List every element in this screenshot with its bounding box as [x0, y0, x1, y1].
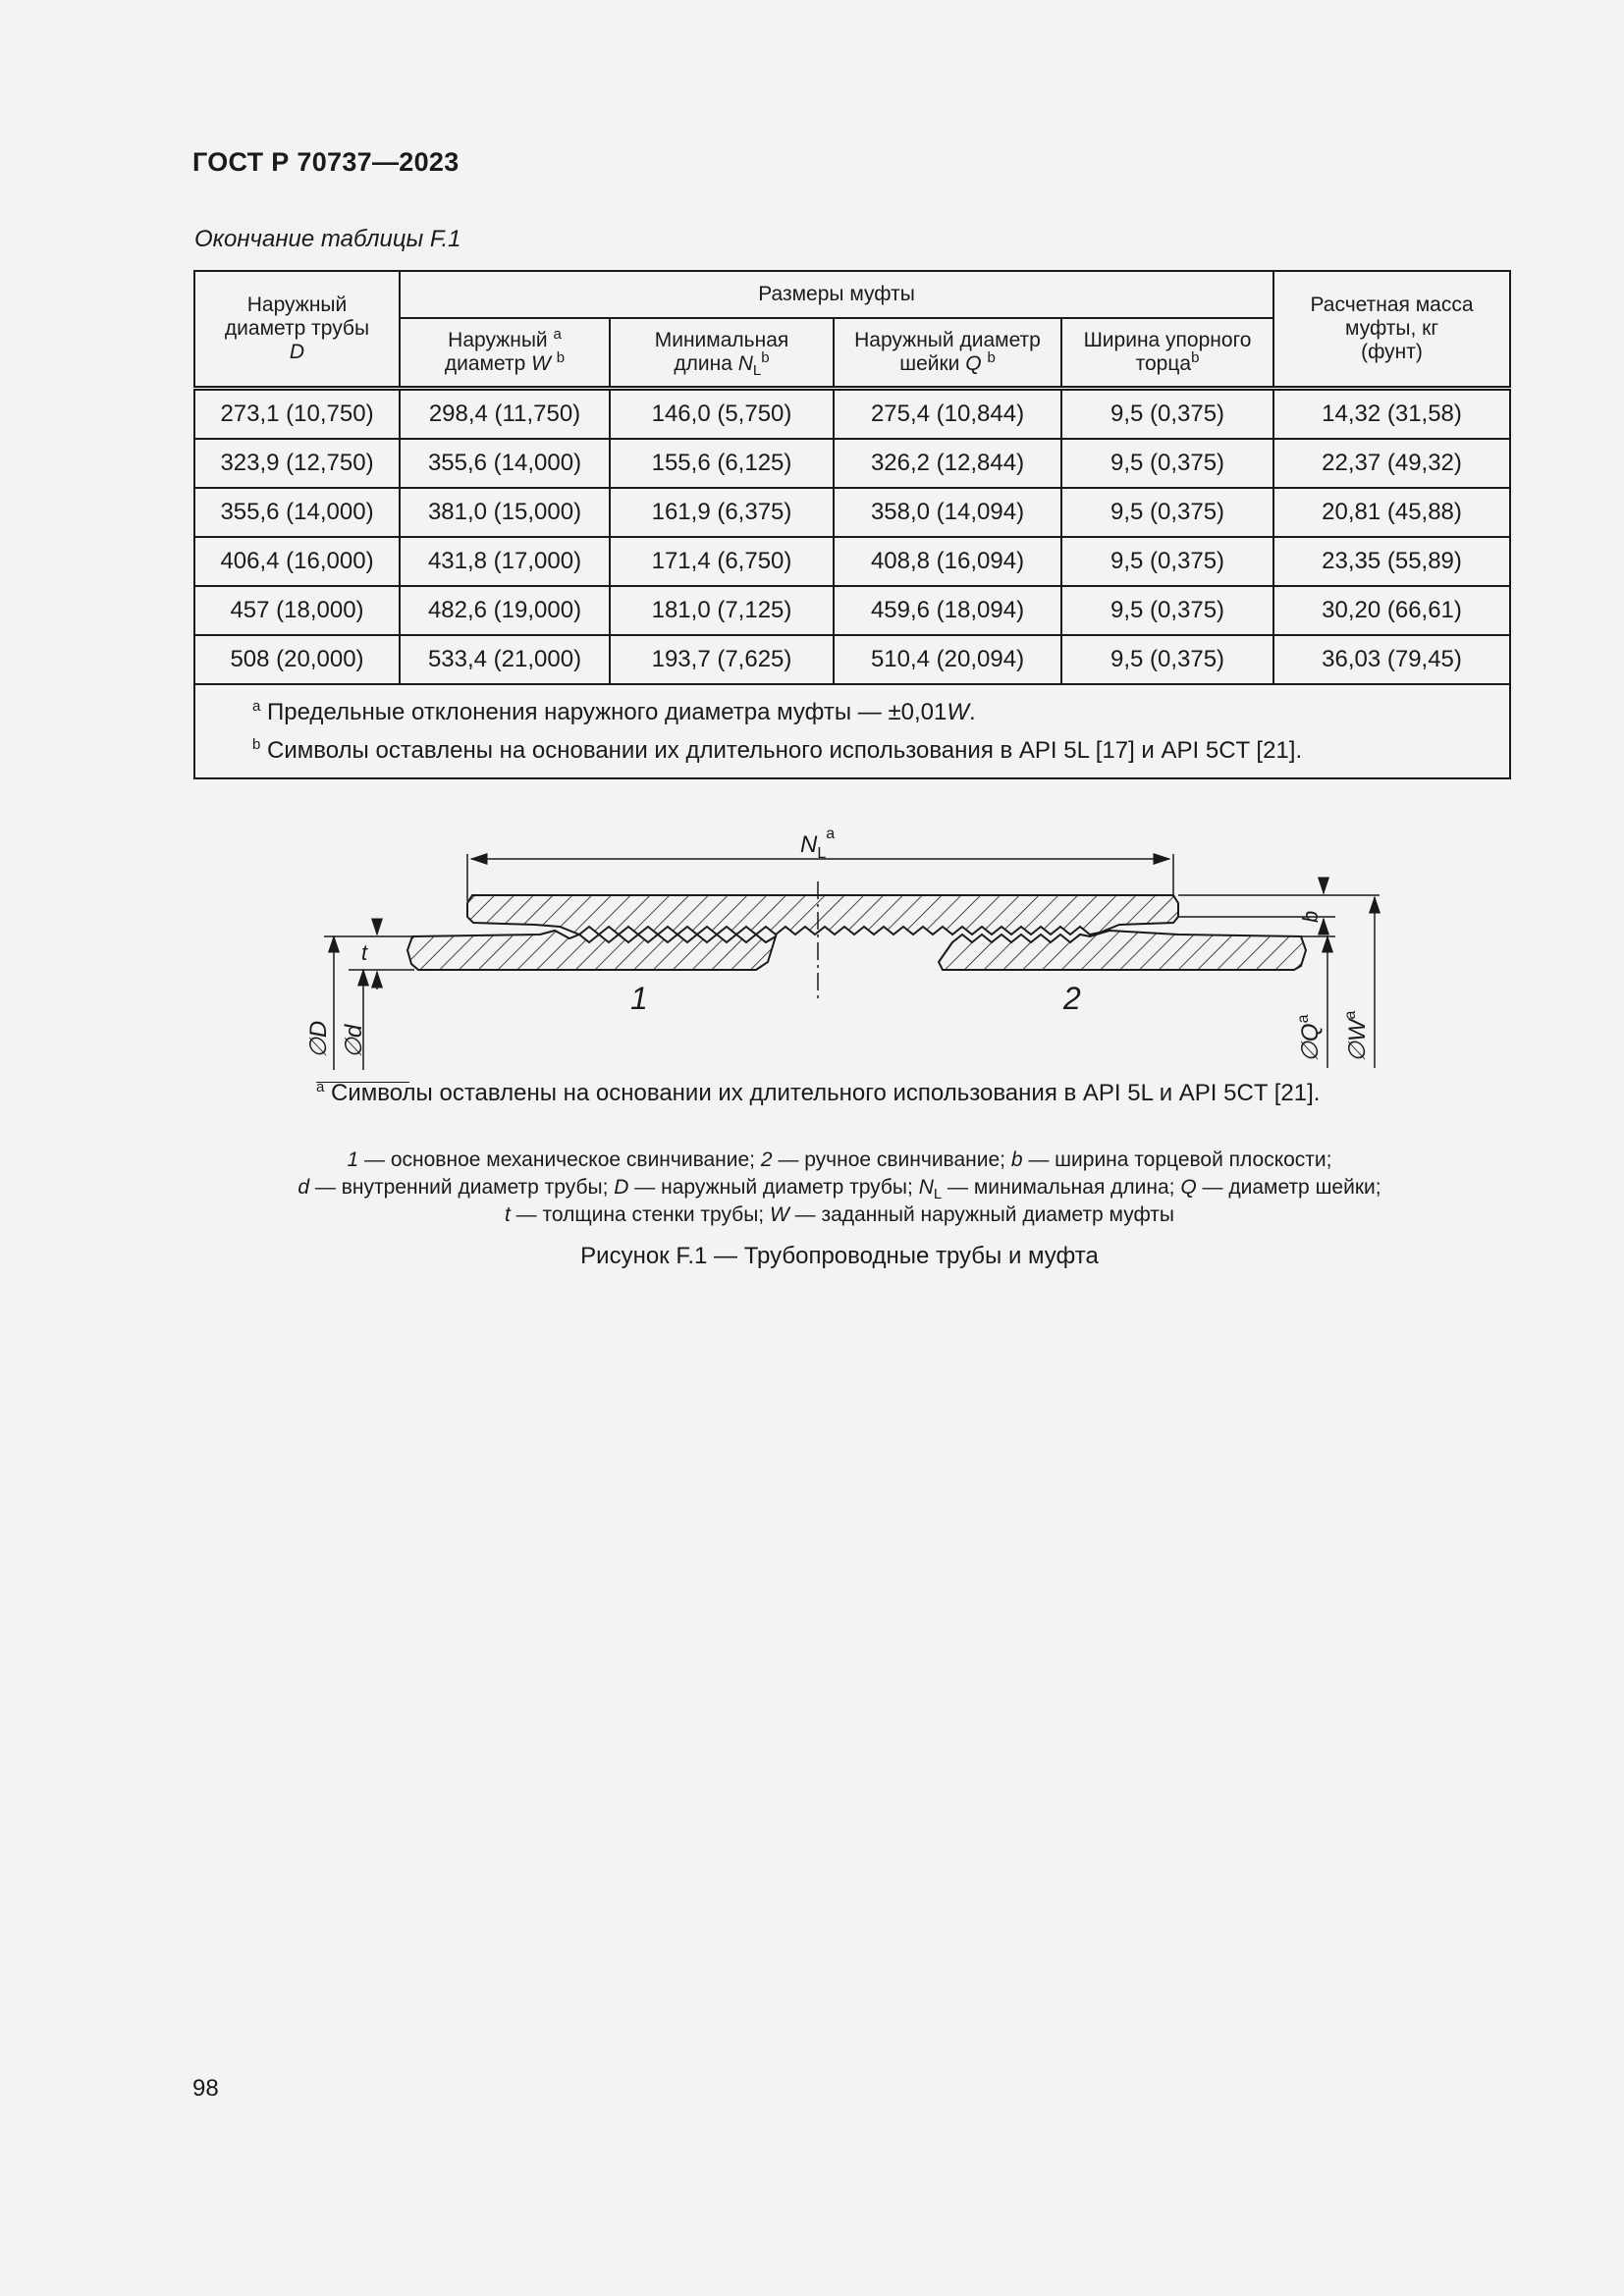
table-cell: 355,6 (14,000) — [400, 439, 610, 488]
table-cell: 181,0 (7,125) — [610, 586, 834, 635]
table-footnote-a: $^a$ Предельные отклонения наружного диаметра муфты — ±0,01W. — [252, 698, 976, 725]
pipe-1-section — [407, 931, 776, 970]
header-mass: Расчетная масса муфты, кг (фунт) — [1273, 271, 1510, 389]
table-cell: 358,0 (14,094) — [834, 488, 1061, 537]
table-footnote-b: $^b$ Символы оставлены на основании их длительного использования в API 5L [17] и API 5CT [21]. — [252, 736, 1303, 764]
table-cell: 355,6 (14,000) — [194, 488, 400, 537]
footnote-rule — [316, 1082, 409, 1083]
table-cell: 9,5 (0,375) — [1061, 537, 1273, 586]
coupling-drawing — [295, 823, 1394, 1078]
table-cell: 9,5 (0,375) — [1061, 389, 1273, 440]
label-part-1: 1 — [630, 981, 648, 1016]
header-min-length-nl: Минимальная длина $N_L^b$ — [610, 318, 834, 389]
table-cell: 457 (18,000) — [194, 586, 400, 635]
table-cell: 381,0 (15,000) — [400, 488, 610, 537]
figure-legend — [196, 1147, 1483, 1229]
table-footnotes-row — [194, 684, 1510, 778]
table-cell: 533,4 (21,000) — [400, 635, 610, 684]
table-cell: 406,4 (16,000) — [194, 537, 400, 586]
table-cell: 275,4 (10,844) — [834, 389, 1061, 440]
table-cell: 146,0 (5,750) — [610, 389, 834, 440]
figure-title: Рисунок F.1 — Трубопроводные трубы и муфта — [580, 1243, 1099, 1269]
header-pipe-od: Наружный диаметр трубы D — [194, 271, 400, 389]
table-cell: 326,2 (12,844) — [834, 439, 1061, 488]
page-number: 98 — [192, 2075, 219, 2102]
table-cell: 508 (20,000) — [194, 635, 400, 684]
table-cell: 431,8 (17,000) — [400, 537, 610, 586]
header-neck-od-q: Наружный диаметр шейки Q $^b$ — [834, 318, 1061, 389]
table-cell: 298,4 (11,750) — [400, 389, 610, 440]
label-od-q: $\emptyset Q^a$ — [1295, 1014, 1324, 1062]
table-cell: 22,37 (49,32) — [1273, 439, 1510, 488]
legend-line-2: d — внутренний диаметр трубы; D — наружный диаметр трубы; $N_L$ — минимальная длина; Q — диаметр шейки; — [298, 1176, 1381, 1203]
label-part-2: 2 — [1063, 981, 1081, 1016]
document-header: ГОСТ Р 70737—2023 — [192, 147, 460, 177]
table-cell: 459,6 (18,094) — [834, 586, 1061, 635]
label-od-d: ∅D — [305, 1020, 332, 1058]
table-row — [194, 586, 1510, 635]
label-t: t — [361, 940, 368, 965]
table-cell: 23,35 (55,89) — [1273, 537, 1510, 586]
legend-line-3: t — толщина стенки трубы; W — заданный наружный диаметр муфты — [504, 1203, 1174, 1226]
table-cell: 171,4 (6,750) — [610, 537, 834, 586]
table-footnotes — [194, 684, 1510, 778]
label-od-w: $\emptyset W^a$ — [1342, 1010, 1371, 1062]
header-coupling-od-w: Наружный $^a$ диаметр W $^b$ — [400, 318, 610, 389]
table-cell: 36,03 (79,45) — [1273, 635, 1510, 684]
table-cell: 193,7 (7,625) — [610, 635, 834, 684]
label-nl: $N_L^a$ — [800, 826, 836, 862]
table-cell: 273,1 (10,750) — [194, 389, 400, 440]
table-cell: 9,5 (0,375) — [1061, 586, 1273, 635]
figure-footnote: $^a$ Символы оставлены на основании их длительного использования в API 5L и API 5CT [21]. — [316, 1079, 1321, 1106]
table-row — [194, 488, 1510, 537]
table-row — [194, 439, 1510, 488]
table-cell: 20,81 (45,88) — [1273, 488, 1510, 537]
table-cell: 482,6 (19,000) — [400, 586, 610, 635]
table-cell: 9,5 (0,375) — [1061, 439, 1273, 488]
table-cell: 14,32 (31,58) — [1273, 389, 1510, 440]
table-cell: 30,20 (66,61) — [1273, 586, 1510, 635]
header-shoulder-width-b: Ширина упорного торца$^b$ — [1061, 318, 1273, 389]
table-cell: 9,5 (0,375) — [1061, 635, 1273, 684]
table-cell: 408,8 (16,094) — [834, 537, 1061, 586]
table-cell: 9,5 (0,375) — [1061, 488, 1273, 537]
table-row — [194, 389, 1510, 440]
label-id-d: ∅d — [341, 1024, 367, 1058]
table-row — [194, 537, 1510, 586]
table-cell: 510,4 (20,094) — [834, 635, 1061, 684]
pipe-2-section — [939, 931, 1306, 970]
table-cell: 161,9 (6,375) — [610, 488, 834, 537]
header-coupling-dimensions: Размеры муфты — [400, 271, 1273, 318]
table-cell: 155,6 (6,125) — [610, 439, 834, 488]
coupling-section — [467, 895, 1178, 934]
table-row — [194, 635, 1510, 684]
coupling-table — [193, 270, 1509, 779]
label-b: b — [1298, 910, 1323, 923]
table-caption: Окончание таблицы F.1 — [194, 226, 461, 252]
legend-line-1: 1 — основное механическое свинчивание; 2 — ручное свинчивание; b — ширина торцевой плоскости; — [347, 1148, 1332, 1171]
table-cell: 323,9 (12,750) — [194, 439, 400, 488]
